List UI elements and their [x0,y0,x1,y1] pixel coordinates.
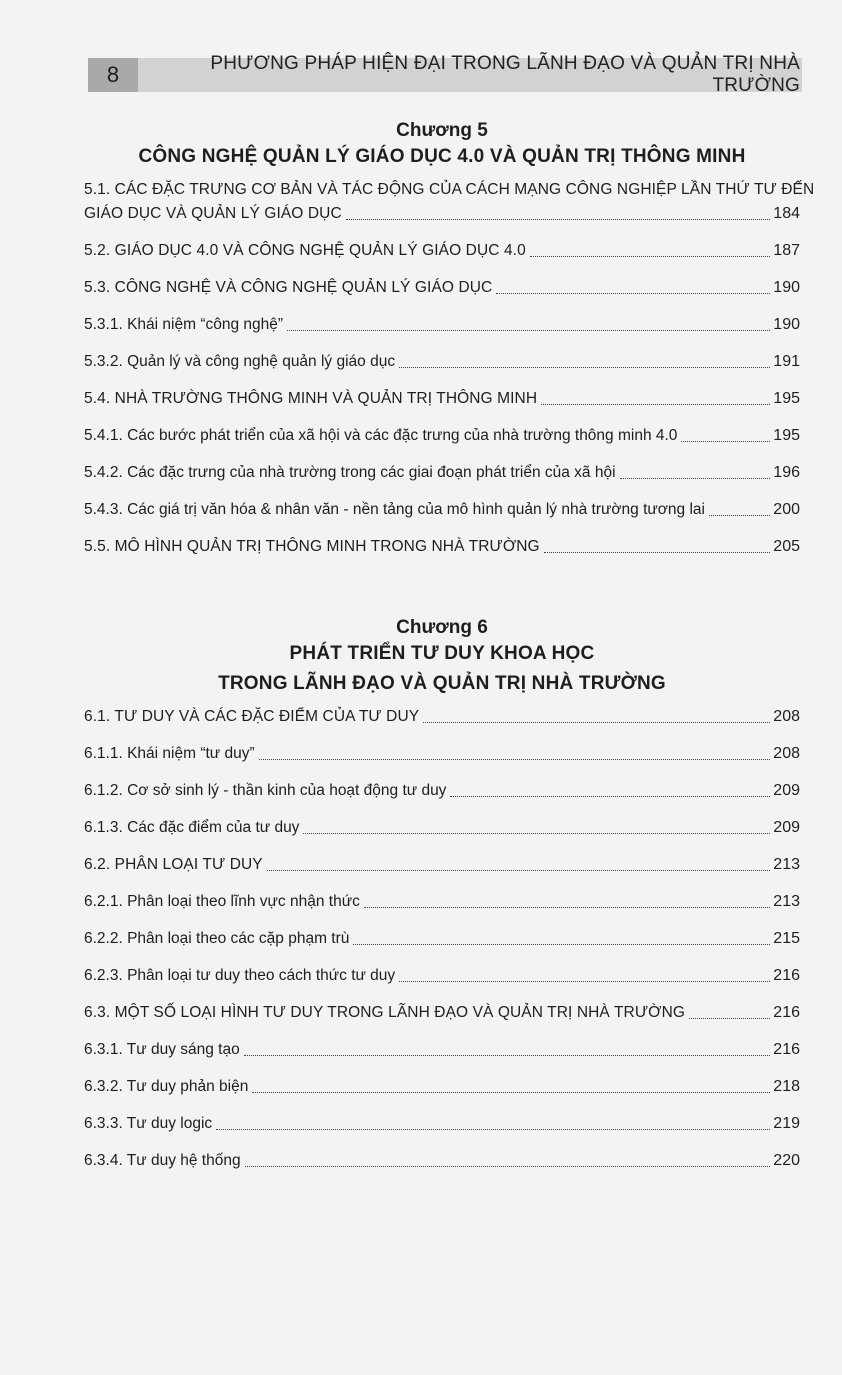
toc-entry-text: GIÁO DỤC VÀ QUẢN LÝ GIÁO DỤC [84,205,342,222]
toc-entry [84,1040,800,1060]
toc-entry-text: 5.5. MÔ HÌNH QUẢN TRỊ THÔNG MINH TRONG NHÀ TRƯỜNG [84,538,540,555]
toc-page-number: 195 [773,390,800,407]
toc-entry-text-line1: 5.1. CÁC ĐẶC TRƯNG CƠ BẢN VÀ TÁC ĐỘNG CỦA CÁCH MẠNG CÔNG NGHIỆP LẦN THỨ TƯ ĐẾN [84,181,815,198]
toc-entry [84,500,800,520]
toc-entry [84,180,815,224]
toc-entry-text: 6.2.2. Phân loại theo các cặp phạm trù [84,930,350,947]
toc-entry-text: 6.3. MỘT SỐ LOẠI HÌNH TƯ DUY TRONG LÃNH ĐẠO VÀ QUẢN TRỊ NHÀ TRƯỜNG [84,1004,686,1021]
toc-entry [84,389,800,409]
toc-page-number: 216 [773,967,800,984]
dot-leader [530,256,771,257]
toc-entry [84,1003,800,1023]
dot-leader [681,441,770,442]
toc-page-number: 216 [773,1004,800,1021]
toc-entry-text: 6.2. PHÂN LOẠI TƯ DUY [84,856,263,873]
dot-leader [450,796,770,797]
toc-page-number: 208 [773,745,800,762]
toc-entry [84,241,800,261]
dot-leader [267,870,771,871]
dot-leader [399,367,770,368]
dot-leader [689,1018,770,1019]
page-number: 8 [88,58,138,92]
toc-page-number: 190 [773,279,800,296]
toc-page-number: 209 [773,819,800,836]
toc-page-number: 184 [773,205,800,222]
toc-entry-text: 5.2. GIÁO DỤC 4.0 VÀ CÔNG NGHỆ QUẢN LÝ GIÁO DỤC 4.0 [84,242,526,259]
running-header [88,53,802,96]
toc-entry [84,855,800,875]
dot-leader [245,1166,771,1167]
toc-page-number: 218 [773,1078,800,1095]
toc-entry-text: 6.1. TƯ DUY VÀ CÁC ĐẶC ĐIỂM CỦA TƯ DUY [84,708,420,725]
toc-page-number: 205 [773,538,800,555]
chapter-5-number: Chương 5 [396,120,488,141]
chapter-6-title-line2: TRONG LÃNH ĐẠO VÀ QUẢN TRỊ NHÀ TRƯỜNG [218,673,666,694]
toc-entry [84,818,800,838]
toc-page-number: 195 [773,427,800,444]
dot-leader [399,981,770,982]
toc-entry [84,929,800,949]
toc-entry-text: 5.4. NHÀ TRƯỜNG THÔNG MINH VÀ QUẢN TRỊ THÔNG MINH [84,390,538,407]
toc-entry [84,781,800,801]
dot-leader [287,330,770,331]
toc-page-number: 209 [773,782,800,799]
toc-page-number: 220 [773,1152,800,1169]
toc-entry-text: 6.3.1. Tư duy sáng tạo [84,1041,240,1058]
toc-entry-text: 5.3.2. Quản lý và công nghệ quản lý giáo dục [84,353,396,370]
toc-entry-text: 6.2.1. Phân loại theo lĩnh vực nhận thức [84,893,360,910]
running-title: PHƯƠNG PHÁP HIỆN ĐẠI TRONG LÃNH ĐẠO VÀ QUẢN TRỊ NHÀ TRƯỜNG [210,53,800,96]
toc-entry-text: 6.3.2. Tư duy phản biện [84,1078,249,1095]
toc-entry [84,1077,800,1097]
dot-leader [346,219,771,220]
toc-entry [84,707,800,727]
dot-leader [709,515,770,516]
toc-page-number: 215 [773,930,800,947]
chapter-6-number: Chương 6 [396,617,488,638]
toc-entry-text: 5.3.1. Khái niệm “công nghệ” [84,316,284,333]
dot-leader [303,833,770,834]
toc-entry-text: 6.2.3. Phân loại tư duy theo cách thức tư duy [84,967,396,984]
toc-page-number: 213 [773,893,800,910]
toc-page-number: 213 [773,856,800,873]
toc-entry-text: 5.3. CÔNG NGHỆ VÀ CÔNG NGHỆ QUẢN LÝ GIÁO DỤC [84,279,493,296]
dot-leader [252,1092,770,1093]
toc-entry [84,1114,800,1134]
toc-page-number: 200 [773,501,800,518]
toc-page-number: 187 [773,242,800,259]
dot-leader [216,1129,770,1130]
dot-leader [541,404,770,405]
toc-page-number: 219 [773,1115,800,1132]
dot-leader [423,722,770,723]
toc-page-number: 216 [773,1041,800,1058]
toc-entry-text: 6.1.1. Khái niệm “tư duy” [84,745,255,762]
toc-entry [84,744,800,764]
toc-entry [84,278,800,298]
toc-entry-text: 6.1.3. Các đặc điểm của tư duy [84,819,300,836]
dot-leader [620,478,771,479]
toc-entry-text: 6.1.2. Cơ sở sinh lý - thần kinh của hoạt động tư duy [84,782,447,799]
chapter-6-title-line1: PHÁT TRIỂN TƯ DUY KHOA HỌC [289,643,595,664]
toc-entry-text: 6.3.3. Tư duy logic [84,1115,213,1132]
toc-entry [84,1151,800,1171]
chapter-6-entries [84,707,800,1171]
toc-page-number: 208 [773,708,800,725]
toc-entry-text: 6.3.4. Tư duy hệ thống [84,1152,241,1169]
dot-leader [496,293,770,294]
toc-entry-text: 5.4.3. Các giá trị văn hóa & nhân văn - nền tảng của mô hình quản lý nhà trường tương lai [84,501,705,518]
dot-leader [364,907,770,908]
dot-leader [353,944,770,945]
toc-page-number: 196 [773,464,800,481]
toc-entry-text: 5.4.2. Các đặc trưng của nhà trường trong các giai đoạn phát triển của xã hội [84,464,616,481]
toc-entry [84,892,800,912]
toc-entry [84,426,800,446]
chapter-5-title: CÔNG NGHỆ QUẢN LÝ GIÁO DỤC 4.0 VÀ QUẢN TRỊ THÔNG MINH [138,146,746,167]
toc-entry-text: 5.4.1. Các bước phát triển của xã hội và các đặc trưng của nhà trường thông minh 4.0 [84,427,678,444]
toc-entry [84,315,800,335]
dot-leader [259,759,771,760]
dot-leader [244,1055,771,1056]
chapter-5-entries [84,180,815,557]
dot-leader [544,552,771,553]
toc-page-number: 191 [773,353,800,370]
toc-entry [84,352,800,372]
toc-entry [84,463,800,483]
toc-page-number: 190 [773,316,800,333]
toc-entry [84,537,800,557]
toc-entry [84,966,800,986]
table-of-contents [84,108,815,1188]
